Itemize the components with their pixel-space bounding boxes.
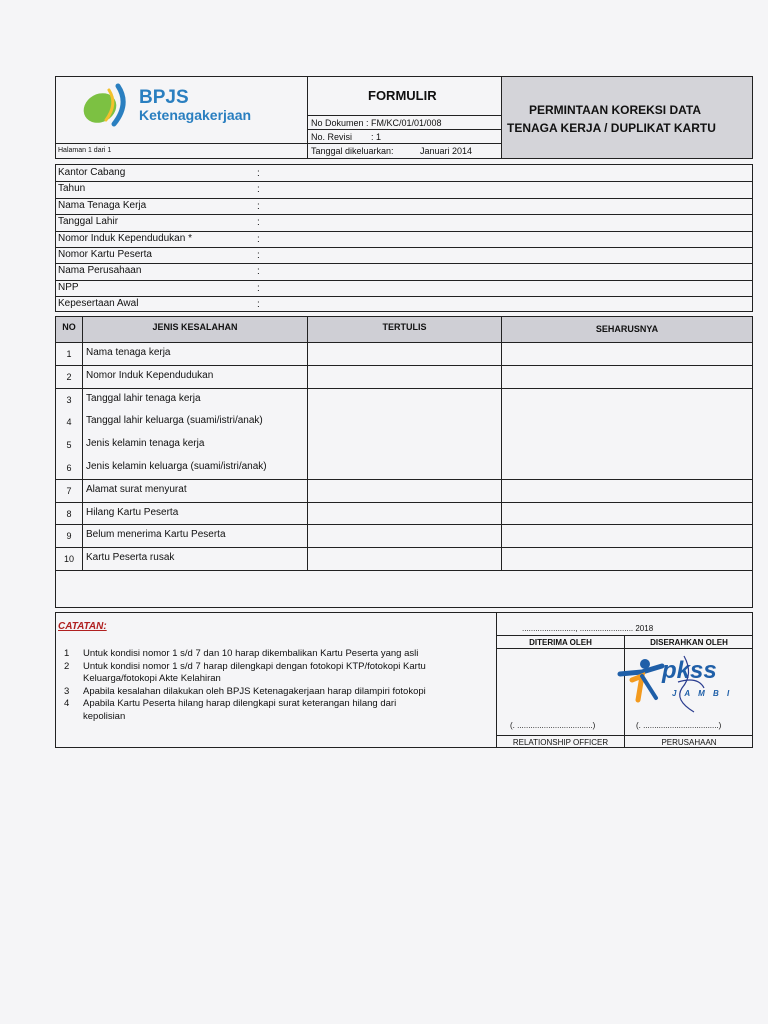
table-row-no: 9 bbox=[66, 531, 72, 542]
table-row-jenis: Kartu Peserta rusak bbox=[86, 552, 175, 564]
table-row-no: 1 bbox=[66, 349, 72, 359]
field-label: Nomor Induk Kependudukan * bbox=[58, 232, 192, 244]
catatan-text: Untuk kondisi nomor 1 s/d 7 harap dilengkapi dengan fotokopi KTP/fotokopi Kartu bbox=[83, 660, 426, 672]
diterima-label: DITERIMA OLEH bbox=[529, 638, 592, 647]
field-label: Nomor Kartu Peserta bbox=[58, 249, 152, 260]
blank-left: (. ..................................) bbox=[510, 721, 596, 730]
catatan-title: CATATAN: bbox=[58, 621, 107, 632]
field-divider bbox=[55, 263, 753, 264]
revisi-label: No. Revisi bbox=[311, 132, 353, 142]
signature-date: ........................, ........................ 2018 bbox=[522, 624, 654, 633]
catatan-number: 4 bbox=[64, 698, 70, 709]
field-divider bbox=[55, 181, 753, 182]
signature-scribble-icon bbox=[664, 654, 714, 714]
form-title-line1: PERMINTAAN KOREKSI DATA bbox=[529, 103, 701, 117]
catatan-text: Keluarga/fotokopi Akte Kelahiran bbox=[83, 673, 221, 684]
field-label: Kantor Cabang bbox=[58, 167, 126, 178]
bpjs-leaf-icon bbox=[78, 82, 134, 128]
field-separator: : bbox=[257, 184, 260, 196]
table-row-divider bbox=[55, 524, 753, 525]
table-row-jenis: Hilang Kartu Peserta bbox=[86, 506, 179, 518]
table-row-jenis: Jenis kelamin keluarga (suami/istri/anak) bbox=[86, 461, 267, 472]
col-header-jenis: JENIS KESALAHAN bbox=[152, 322, 238, 332]
table-row-no: 5 bbox=[66, 440, 72, 451]
role-right: PERUSAHAAN bbox=[661, 738, 717, 747]
halaman-label: Halaman 1 dari 1 bbox=[58, 147, 112, 154]
table-row-no: 6 bbox=[66, 463, 72, 473]
table-row-divider bbox=[55, 479, 753, 480]
title-panel bbox=[501, 77, 752, 158]
field-label: Tahun bbox=[58, 183, 86, 195]
col-header-no: NO bbox=[62, 322, 76, 332]
logo-brand: BPJS bbox=[139, 87, 189, 108]
form-title-line2: TENAGA KERJA / DUPLIKAT KARTU bbox=[507, 121, 716, 135]
stamp-brand: pkss bbox=[662, 657, 717, 684]
catatan-text: Apabila kesalahan dilakukan oleh BPJS Ketenagakerjaan harap dilampiri fotokopi bbox=[83, 685, 426, 697]
table-row-divider bbox=[55, 547, 753, 548]
field-label: Nama Tenaga Kerja bbox=[58, 199, 147, 211]
table-row-no: 4 bbox=[66, 417, 72, 428]
col-header-tertulis: TERTULIS bbox=[382, 322, 427, 332]
table-row-jenis: Belum menerima Kartu Peserta bbox=[86, 529, 226, 541]
table-row-divider bbox=[55, 502, 753, 503]
field-divider bbox=[55, 247, 753, 248]
tanggal-value: Januari 2014 bbox=[420, 146, 473, 156]
bpjs-logo bbox=[78, 82, 278, 132]
table-row-no: 7 bbox=[66, 485, 72, 496]
catatan-text: Apabila Kartu Peserta hilang harap dilengkapi surat keterangan hilang dari bbox=[83, 698, 397, 709]
field-label: Kepesertaan Awal bbox=[58, 298, 139, 310]
table-row-jenis: Nama tenaga kerja bbox=[86, 347, 171, 358]
table-row-divider bbox=[55, 365, 753, 366]
field-separator: : bbox=[257, 217, 260, 229]
stamp-sub: J A M B I bbox=[672, 689, 733, 698]
table-row-jenis: Jenis kelamin tenaga kerja bbox=[86, 438, 205, 450]
catatan-text: Untuk kondisi nomor 1 s/d 7 dan 10 harap dikembalikan Kartu Peserta yang asli bbox=[83, 648, 419, 659]
table-row-divider bbox=[55, 388, 753, 389]
field-separator: : bbox=[257, 250, 260, 261]
table-row-no: 3 bbox=[66, 394, 72, 405]
catatan-number: 3 bbox=[64, 685, 70, 697]
catatan-number: 2 bbox=[64, 660, 70, 672]
field-separator: : bbox=[257, 233, 260, 245]
field-divider bbox=[55, 198, 753, 199]
col-header-seharusnya: SEHARUSNYA bbox=[595, 324, 659, 334]
blank-right: (. ..................................) bbox=[636, 721, 722, 730]
field-separator: : bbox=[257, 266, 260, 278]
table-row-jenis: Tanggal lahir tenaga kerja bbox=[86, 392, 201, 404]
field-divider bbox=[55, 214, 753, 215]
field-label: Nama Perusahaan bbox=[58, 265, 142, 277]
table-row-jenis: Tanggal lahir keluarga (suami/istri/anak) bbox=[86, 415, 263, 427]
role-left: RELATIONSHIP OFFICER bbox=[512, 738, 609, 747]
table-row-no: 2 bbox=[66, 371, 72, 382]
revisi-value: : 1 bbox=[371, 132, 382, 142]
catatan-number: 1 bbox=[64, 648, 70, 659]
field-separator: : bbox=[257, 299, 260, 311]
tanggal-label: Tanggal dikeluarkan: bbox=[311, 146, 394, 156]
field-separator: : bbox=[257, 282, 260, 294]
diserahkan-label: DISERAHKAN OLEH bbox=[650, 638, 728, 647]
table-row-jenis: Alamat surat menyurat bbox=[86, 483, 187, 495]
formulir-label: FORMULIR bbox=[368, 88, 437, 103]
field-divider bbox=[55, 231, 753, 232]
logo-sub: Ketenagakerjaan bbox=[139, 107, 252, 123]
field-label: NPP bbox=[58, 281, 79, 293]
table-row-no: 10 bbox=[63, 554, 74, 565]
table-row-no: 8 bbox=[66, 508, 72, 519]
pkss-stamp bbox=[612, 650, 752, 720]
field-separator: : bbox=[257, 168, 260, 179]
catatan-text: kepolisian bbox=[83, 710, 126, 722]
field-divider bbox=[55, 280, 753, 281]
field-separator: : bbox=[257, 200, 260, 212]
table-row-jenis: Nomor Induk Kependudukan bbox=[86, 369, 214, 381]
field-label: Tanggal Lahir bbox=[58, 216, 119, 228]
field-divider bbox=[55, 296, 753, 297]
doc-number: No Dokumen : FM/KC/01/01/008 bbox=[311, 118, 442, 128]
